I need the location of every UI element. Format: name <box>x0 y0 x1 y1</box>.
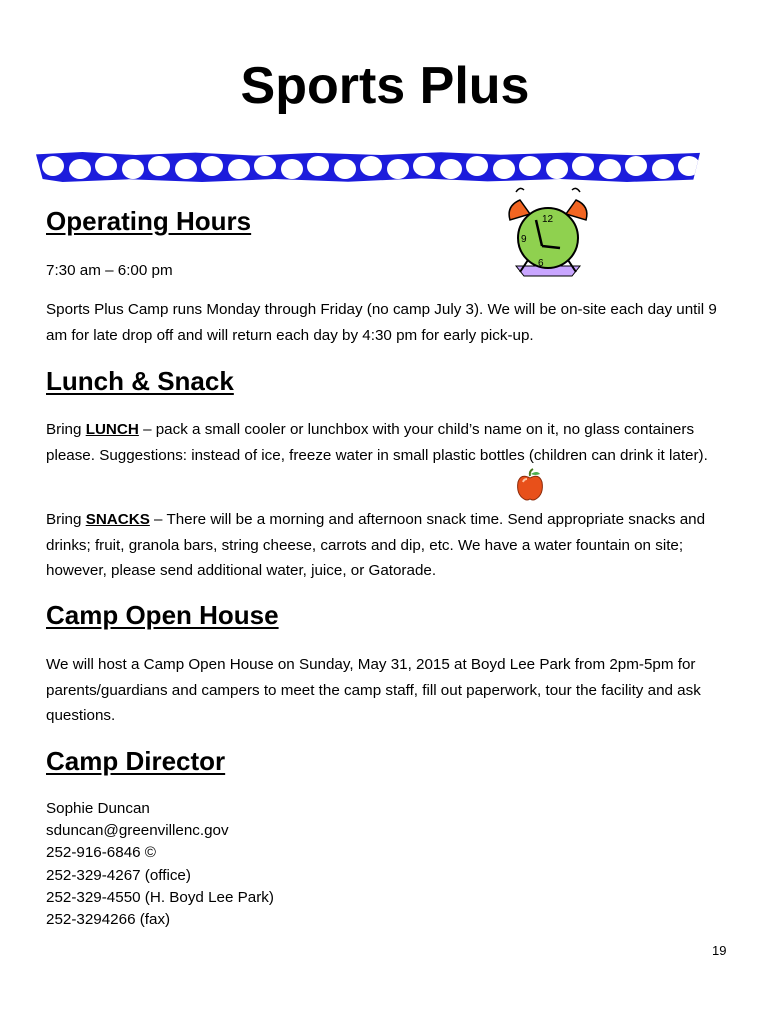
banner-dot <box>360 156 382 176</box>
director-cell-phone: 252-916-6846 © <box>46 844 156 862</box>
clock-numeral-6: 6 <box>538 258 544 269</box>
banner-dot <box>148 156 170 176</box>
clock-numeral-12: 12 <box>542 214 554 225</box>
lunch-paragraph: Bring LUNCH – pack a small cooler or lunchbox with your child’s name on it, no glass containers please. Suggestions: instead of ice, freeze water in small plastic bottles (children can drink it later). <box>46 421 708 464</box>
apple-icon <box>515 468 545 502</box>
banner-dot <box>519 156 541 176</box>
banner-dot <box>334 159 356 179</box>
lunch-snack-heading: Lunch & Snack <box>46 366 234 396</box>
banner-dot <box>599 159 621 179</box>
page-title: Sports Plus <box>240 57 530 115</box>
banner-dot <box>228 159 250 179</box>
snacks-keyword: SNACKS <box>85 511 150 528</box>
banner-dot <box>69 159 91 179</box>
camp-director-heading: Camp Director <box>46 746 226 776</box>
director-email[interactable]: sduncan@greenvillenc.gov <box>46 822 229 840</box>
banner-dot <box>546 159 568 179</box>
hours-time: 7:30 am – 6:00 pm <box>46 262 173 279</box>
banner-dot <box>678 156 700 176</box>
banner-dot <box>122 159 144 179</box>
banner-dot <box>42 156 64 176</box>
banner-dot <box>466 156 488 176</box>
alarm-clock-icon <box>502 186 594 278</box>
banner-dot <box>652 159 674 179</box>
banner-dot <box>175 159 197 179</box>
banner-dot <box>95 156 117 176</box>
banner-dot <box>201 156 223 176</box>
banner-dot <box>281 159 303 179</box>
director-contact-list <box>46 798 274 931</box>
open-house-description: We will host a Camp Open House on Sunday, May 31, 2015 at Boyd Lee Park from 2pm-5pm for parents/guardians and campers to meet the camp staff, fill out paperwork, tour the facility and ask questions. <box>46 656 701 724</box>
banner-dot <box>413 156 435 176</box>
clock-numeral-9: 9 <box>521 234 527 245</box>
director-fax: 252-3294266 (fax) <box>46 911 171 929</box>
banner-dot <box>307 156 329 176</box>
hours-description: Sports Plus Camp runs Monday through Friday (no camp July 3). We will be on-site each day until 9 am for late drop off and will return each day by 4:30 pm for early pick-up. <box>46 301 717 344</box>
banner-dot <box>440 159 462 179</box>
director-name: Sophie Duncan <box>46 800 150 817</box>
operating-hours-heading: Operating Hours <box>46 206 252 236</box>
banner-dot <box>254 156 276 176</box>
banner-dot <box>493 159 515 179</box>
page-number: 19 <box>712 943 727 958</box>
polka-dot-banner <box>36 152 700 182</box>
banner-dot <box>625 156 647 176</box>
director-office-phone: 252-329-4267 (office) <box>46 866 191 884</box>
banner-dot <box>572 156 594 176</box>
director-park-phone: 252-329-4550 (H. Boyd Lee Park) <box>46 888 274 906</box>
open-house-heading: Camp Open House <box>46 600 279 630</box>
lunch-keyword: LUNCH <box>85 421 139 438</box>
snack-paragraph: Bring SNACKS – There will be a morning and afternoon snack time. Send appropriate snacks and drinks; fruit, granola bars, string cheese, carrots and dip, etc. We have a water fountain on site; however, please send additional water, juice, or Gatorade. <box>46 511 706 579</box>
banner-dot <box>387 159 409 179</box>
